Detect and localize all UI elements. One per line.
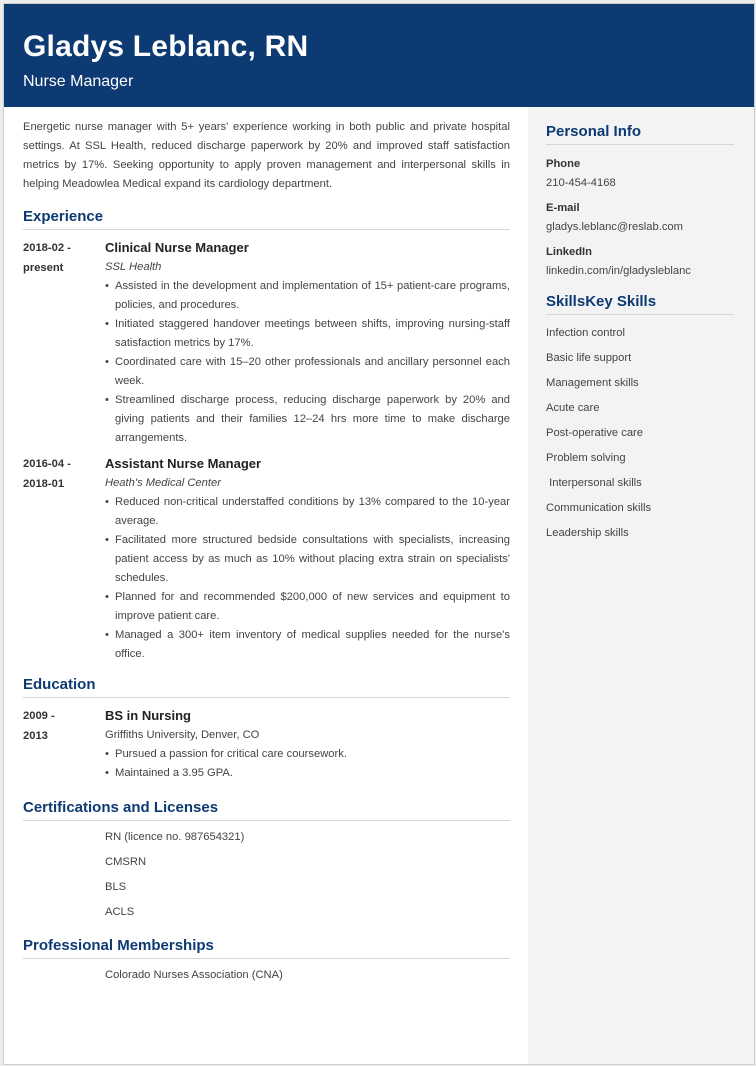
job-role: Assistant Nurse Manager [105, 456, 262, 471]
resume-page [3, 3, 755, 1065]
email-value: gladys.leblanc@reslab.com [546, 221, 683, 233]
resume-header [4, 4, 754, 107]
email-label: E-mail [546, 202, 580, 214]
skill-item: Problem solving [546, 452, 626, 464]
job-organization: SSL Health [105, 261, 162, 273]
skills-heading: SkillsKey Skills [546, 293, 734, 315]
bullet-item: • Assisted in the development and implementation of 15+ patient-care programs, policies, and procedures. [105, 277, 510, 315]
memberships-heading: Professional Memberships [23, 937, 510, 959]
skill-item: Basic life support [546, 352, 632, 364]
skill-item: Leadership skills [546, 527, 629, 539]
experience-section [23, 208, 510, 664]
personal-info-section [546, 123, 734, 281]
skill-item: Management skills [546, 377, 639, 389]
linkedin-value: linkedin.com/in/gladysleblanc [546, 265, 691, 277]
entry-dates [23, 454, 98, 494]
skill-item: Post-operative care [546, 427, 644, 439]
certifications-section [23, 799, 510, 925]
date-end: present [23, 262, 64, 274]
experience-entry [23, 454, 510, 664]
certification-item: ACLS [105, 906, 135, 918]
date-start: 2016-04 - [23, 458, 71, 470]
bullet-item: • Pursued a passion for critical care coursework. [105, 745, 510, 764]
education-section [23, 676, 510, 783]
job-role: Clinical Nurse Manager [105, 240, 249, 255]
date-end: 2013 [23, 730, 48, 742]
job-organization: Heath's Medical Center [105, 477, 221, 489]
bullet-item: • Maintained a 3.95 GPA. [105, 764, 510, 783]
skills-section [546, 293, 734, 546]
memberships-section [23, 937, 510, 988]
skill-item: Communication skills [546, 502, 652, 514]
education-bullets [105, 745, 510, 783]
job-bullets [105, 277, 510, 448]
phone-value: 210-454-4168 [546, 177, 616, 189]
bullet-item: • Facilitated more structured bedside consultations with specialists, increasing patient access by as much as 10% without placing extra strain on specialists' schedules. [105, 531, 510, 588]
date-end: 2018-01 [23, 478, 65, 490]
experience-heading: Experience [23, 208, 510, 230]
skill-item: Infection control [546, 327, 625, 339]
bullet-item: • Initiated staggered handover meetings between shifts, improving nursing-staff satisfaction metrics by 17%. [105, 315, 510, 353]
experience-entry [23, 238, 510, 448]
main-column [23, 118, 510, 988]
entry-dates [23, 238, 98, 278]
education-heading: Education [23, 676, 510, 698]
bullet-item: • Streamlined discharge process, reducing discharge paperwork by 20% and giving patients and their families 12–24 hrs more time to make discharge arrangements. [105, 391, 510, 448]
date-start: 2009 - [23, 710, 55, 722]
bullet-item: • Managed a 300+ item inventory of medical supplies needed for the nurse's office. [105, 626, 510, 664]
memberships-list [105, 963, 510, 988]
bullet-item: • Planned for and recommended $200,000 of new services and equipment to improve patient care. [105, 588, 510, 626]
education-entry [23, 706, 510, 783]
certification-item: CMSRN [105, 856, 147, 868]
personal-info-heading: Personal Info [546, 123, 734, 145]
skill-item: Acute care [546, 402, 600, 414]
bullet-item: • Coordinated care with 15–20 other professionals and ancillary personnel each week. [105, 353, 510, 391]
skill-item: Interpersonal skills [546, 477, 642, 489]
phone-label: Phone [546, 158, 581, 170]
profile-summary: Energetic nurse manager with 5+ years' experience working in both public and private hospital settings. At SSL Health, reduced discharge paperwork by 20% and improved staff satisfaction metrics by 17%. Seeking opportunity to apply proven management and interpersonal skills in helping Meadowlea Medical expand its cardiology department. [23, 121, 510, 190]
candidate-job-title: Nurse Manager [23, 73, 134, 90]
sidebar [528, 107, 754, 1064]
bullet-item: • Reduced non-critical understaffed conditions by 13% compared to the 10-year average. [105, 493, 510, 531]
degree-name: BS in Nursing [105, 708, 191, 723]
linkedin-label: LinkedIn [546, 246, 592, 258]
certifications-heading: Certifications and Licenses [23, 799, 510, 821]
candidate-name: Gladys Leblanc, RN [23, 30, 309, 63]
school-name: Griffiths University, Denver, CO [105, 729, 260, 741]
certifications-list [105, 825, 510, 925]
job-bullets [105, 493, 510, 664]
date-start: 2018-02 - [23, 242, 71, 254]
certification-item: RN (licence no. 987654321) [105, 831, 245, 843]
certification-item: BLS [105, 881, 127, 893]
entry-dates [23, 706, 98, 746]
membership-item: Colorado Nurses Association (CNA) [105, 969, 283, 981]
